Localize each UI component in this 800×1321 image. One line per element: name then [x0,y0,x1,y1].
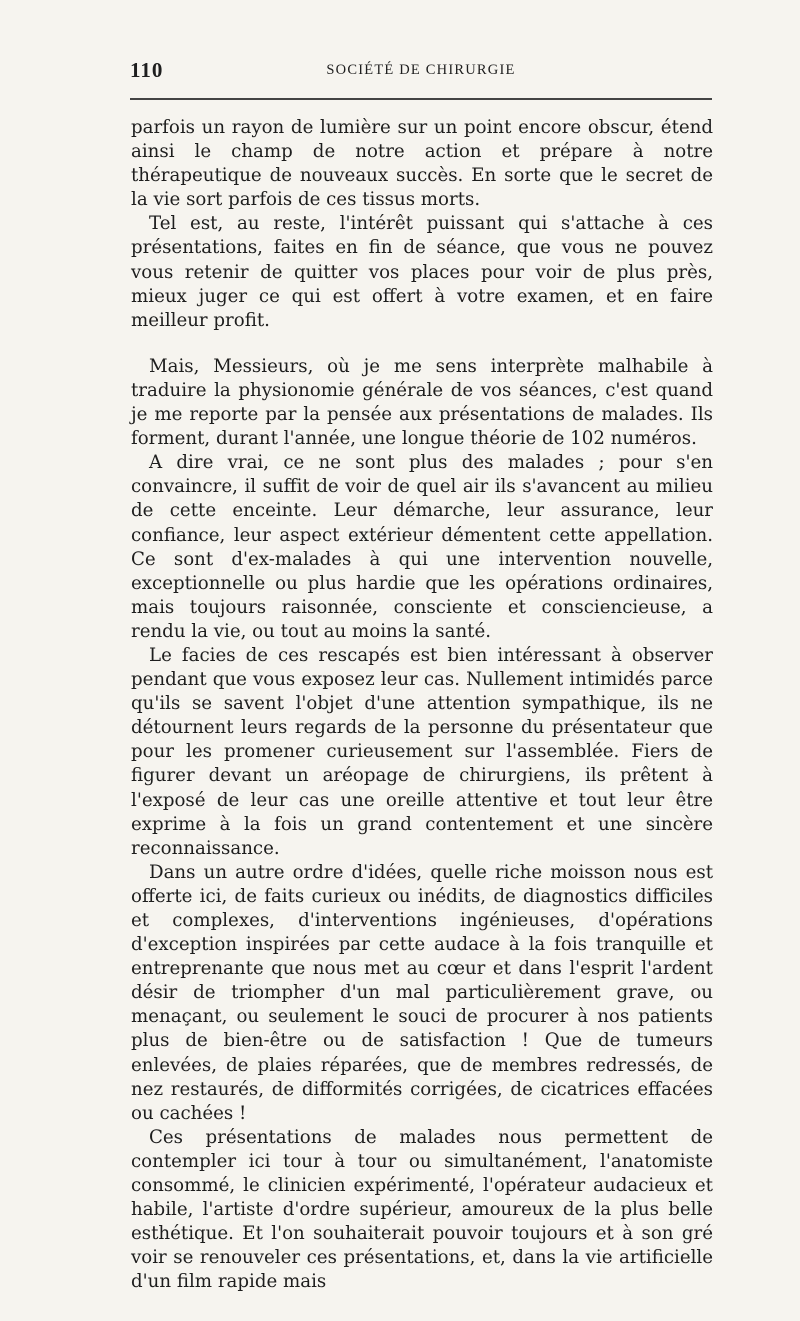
paragraph: Ces présentations de malades nous permettent de contempler ici tour à tour ou simultanément, l'anatomiste consommé, le clinicien expérimenté, l'opérateur audacieux et habile, l'artiste d'ordre supérieur, amoureux de la plus belle esthétique. Et l'on souhaiterait pouvoir toujours et à son gré voir se renouveler ces présentations, et, dans la vie artificielle d'un film rapide mais [131,1126,713,1293]
paragraph: Tel est, au reste, l'intérêt puissant qui s'attache à ces présentations, faites en fin de séance, que vous ne pouvez vous retenir de quitter vos places pour voir de plus près, mieux juger ce qui est offert à votre examen, et en faire meilleur profit. [131,213,713,331]
header-rule [130,98,712,100]
paragraph: A dire vrai, ce ne sont plus des malades ; pour s'en convaincre, il suffit de voir de quel air ils s'avancent au milieu de cette enceinte. Leur démarche, leur assurance, leur confiance, leur aspect extérieur démentent cette appellation. Ce sont d'ex-malades à qui une intervention nouvelle, exceptionnelle ou plus hardie que les opérations ordinaires, mais toujours raisonnée, consciente et consciencieuse, a rendu la vie, ou tout au moins la santé. [131,452,713,642]
paragraph: Dans un autre ordre d'idées, quelle riche moisson nous est offerte ici, de faits curieux ou inédits, de diagnostics difficiles et complexes, d'interventions ingénieuses, d'opérations d'exception inspirées par cette audace à la fois tranquille et entreprenante que nous met au cœur et dans l'esprit l'ardent désir de triompher d'un mal particulièrement grave, ou menaçant, ou seulement le souci de procurer à nos patients plus de bien-être ou de satisfaction ! Que de tumeurs enlevées, de plaies réparées, que de membres redressés, de nez restaurés, de difformités corrigées, de cicatrices effacées ou cachées ! [131,861,713,1124]
page-number: 110 [130,58,164,82]
page-header [130,58,712,86]
paragraph-continuation: parfois un rayon de lumière sur un point encore obscur, étend ainsi le champ de notre action et prépare à notre thérapeutique de nouveaux succès. En sorte que le secret de la vie sort parfois de ces tissus morts. [131,117,713,211]
running-head: SOCIÉTÉ DE CHIRURGIE [326,62,516,78]
paragraph: Mais, Messieurs, où je me sens interprète malhabile à traduire la physionomie générale de vos séances, c'est quand je me reporte par la pensée aux présentations de malades. Ils forment, durant l'année, une longue théorie de 102 numéros. [131,355,713,450]
paragraph: Le facies de ces rescapés est bien intéressant à observer pendant que vous exposez leur cas. Nullement intimidés parce qu'ils se savent l'objet d'une attention sympathique, ils ne détournent leurs regards de la personne du présentateur que pour les promener curieusement sur l'assemblée. Fiers de figurer devant un aréopage de chirurgiens, ils prêtent à l'exposé de leur cas une oreille attentive et tout leur être exprime à la fois un grand contentement et une sincère reconnaissance. [131,644,713,859]
body-text [131,116,713,1295]
